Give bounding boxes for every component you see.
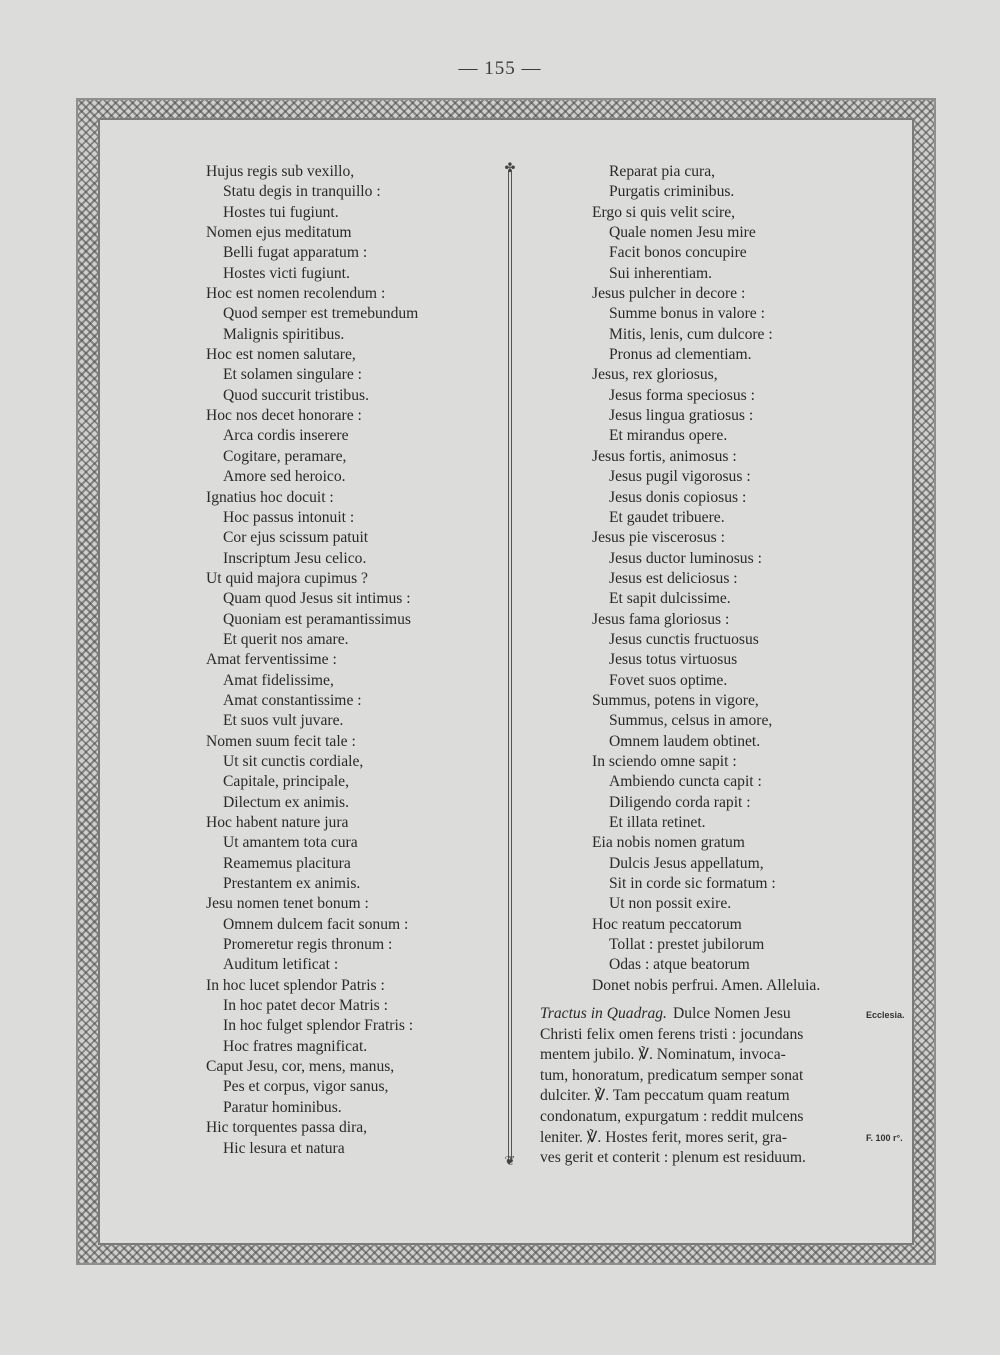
margin-note-ecclesia: Ecclesia. bbox=[866, 1010, 905, 1020]
verse-line: Et gaudet tribuere. bbox=[609, 508, 725, 526]
tract-line: mentem jubilo. ℣. Nominatum, invoca- bbox=[540, 1046, 786, 1064]
verse-line: Statu degis in tranquillo : bbox=[223, 183, 381, 201]
verse-line: Ut quid majora cupimus ? bbox=[206, 569, 368, 587]
verse-line: Hoc reatum peccatorum bbox=[592, 915, 742, 933]
verse-line: Amat constantissime : bbox=[223, 691, 362, 709]
verse-line: Promeretur regis thronum : bbox=[223, 936, 393, 954]
verse-line: Et solamen singulare : bbox=[223, 366, 363, 384]
verse-line: Jesus lingua gratiosus : bbox=[609, 407, 754, 425]
verse-line: Paratur hominibus. bbox=[223, 1098, 342, 1116]
verse-line: Quale nomen Jesu mire bbox=[609, 224, 756, 242]
verse-line: Quod succurit tristibus. bbox=[223, 386, 369, 404]
verse-line: Jesus fortis, animosus : bbox=[592, 447, 737, 465]
verse-line: Diligendo corda rapit : bbox=[609, 793, 751, 811]
verse-line: Jesu nomen tenet bonum : bbox=[206, 895, 369, 913]
verse-line: Sui inherentiam. bbox=[609, 264, 713, 282]
verse-line: Jesus pie viscerosus : bbox=[592, 529, 725, 547]
verse-line: Ut amantem tota cura bbox=[223, 834, 358, 852]
column-divider bbox=[508, 170, 512, 1162]
verse-line: Malignis spiritibus. bbox=[223, 325, 345, 343]
tract-line: tum, honoratum, predicatum semper sonat bbox=[540, 1066, 804, 1084]
verse-line: Jesus est deliciosus : bbox=[609, 569, 738, 587]
tract-line: ves gerit et conterit : plenum est residuum. bbox=[540, 1149, 806, 1167]
verse-line: Hoc habent nature jura bbox=[206, 814, 349, 831]
page-number: — 155 — bbox=[458, 58, 542, 79]
tract-lines bbox=[540, 1025, 862, 1169]
verse-line: Jesus pulcher in decore : bbox=[592, 285, 746, 303]
verse-line: Hostes victi fugiunt. bbox=[223, 264, 350, 282]
verse-line: Prestantem ex animis. bbox=[223, 875, 361, 893]
right-column bbox=[592, 162, 852, 996]
verse-line: Hic torquentes passa dira, bbox=[206, 1119, 368, 1137]
tract-line: Christi felix omen ferens tristi : jocundans bbox=[540, 1025, 804, 1043]
tract-line: condonatum, expurgatum : reddit mulcens bbox=[540, 1107, 804, 1125]
verse-line: Omnem laudem obtinet. bbox=[609, 732, 761, 750]
verse-line: Mitis, lenis, cum dulcore : bbox=[609, 325, 773, 343]
verse-line: Amore sed heroico. bbox=[223, 468, 346, 486]
verse-line: Summus, celsus in amore, bbox=[609, 712, 773, 730]
verse-line: Omnem dulcem facit sonum : bbox=[223, 915, 409, 933]
divider-bottom-ornament: ❦ bbox=[504, 1153, 516, 1168]
verse-line: Hoc passus intonuit : bbox=[223, 508, 355, 526]
verse-line: Donet nobis perfrui. Amen. Alleluia. bbox=[592, 976, 821, 994]
verse-line: Belli fugat apparatum : bbox=[223, 244, 368, 262]
verse-line: Hoc nos decet honorare : bbox=[206, 407, 362, 425]
tract-line: dulciter. ℣. Tam peccatum quam reatum bbox=[540, 1087, 790, 1105]
verse-line: Arca cordis inserere bbox=[223, 427, 349, 445]
verse-line: In hoc fulget splendor Fratris : bbox=[223, 1017, 414, 1035]
verse-line: Inscriptum Jesu celico. bbox=[223, 549, 367, 567]
verse-line: Hoc est nomen salutare, bbox=[206, 346, 356, 364]
verse-line: In hoc patet decor Matris : bbox=[223, 997, 388, 1015]
verse-line: Ut sit cunctis cordiale, bbox=[223, 752, 364, 770]
verse-line: Amat fidelissime, bbox=[223, 671, 334, 689]
verse-line: Jesus ductor luminosus : bbox=[609, 549, 762, 567]
verse-line: Caput Jesu, cor, mens, manus, bbox=[206, 1058, 395, 1076]
verse-line: Eia nobis nomen gratum bbox=[592, 834, 745, 852]
verse-line: Purgatis criminibus. bbox=[609, 183, 735, 201]
verse-line: Hoc fratres magnificat. bbox=[223, 1037, 368, 1055]
verse-line: Dilectum ex animis. bbox=[223, 793, 350, 811]
verse-line: Nomen suum fecit tale : bbox=[206, 732, 356, 750]
verse-line: Reamemus placitura bbox=[223, 854, 351, 872]
verse-line: Ambiendo cuncta capit : bbox=[609, 773, 762, 791]
verse-line: Capitale, principale, bbox=[223, 773, 349, 791]
verse-line: Amat ferventissime : bbox=[206, 651, 337, 669]
verse-line: Jesus totus virtuosus bbox=[609, 651, 738, 669]
verse-line: Pes et corpus, vigor sanus, bbox=[223, 1078, 389, 1096]
margin-note-folio: F. 100 r°. bbox=[866, 1133, 903, 1143]
verse-line: Summe bonus in valore : bbox=[609, 305, 765, 323]
verse-line: Hujus regis sub vexillo, bbox=[206, 163, 355, 180]
left-column bbox=[206, 162, 496, 1159]
verse-line: Quod semper est tremebundum bbox=[223, 305, 419, 323]
verse-line: Quoniam est peramantissimus bbox=[223, 610, 411, 628]
verse-line: In hoc lucet splendor Patris : bbox=[206, 976, 385, 994]
verse-line: In sciendo omne sapit : bbox=[592, 752, 737, 770]
verse-line: Cor ejus scissum patuit bbox=[223, 529, 369, 547]
verse-line: Odas : atque beatorum bbox=[609, 956, 750, 974]
verse-line: Reparat pia cura, bbox=[609, 163, 716, 180]
verse-line: Fovet suos optime. bbox=[609, 671, 728, 689]
verse-line: Quam quod Jesus sit intimus : bbox=[223, 590, 411, 608]
verse-line: Jesus fama gloriosus : bbox=[592, 610, 730, 628]
verse-line: Et querit nos amare. bbox=[223, 630, 349, 648]
verse-line: Jesus donis copiosus : bbox=[609, 488, 747, 506]
verse-line: Dulcis Jesus appellatum, bbox=[609, 854, 764, 872]
verse-line: Auditum letificat : bbox=[223, 956, 339, 974]
verse-line: Ergo si quis velit scire, bbox=[592, 203, 736, 221]
verse-line: Hostes tui fugiunt. bbox=[223, 203, 339, 221]
tract-line: leniter. ℣. Hostes ferit, mores serit, gra- bbox=[540, 1128, 788, 1146]
verse-line: Jesus, rex gloriosus, bbox=[592, 366, 718, 384]
verse-line: Et sapit dulcissime. bbox=[609, 590, 731, 608]
tract-first-line bbox=[540, 1004, 862, 1025]
verse-line: Nomen ejus meditatum bbox=[206, 224, 352, 242]
verse-line: Cogitare, peramare, bbox=[223, 447, 347, 465]
verse-line: Hoc est nomen recolendum : bbox=[206, 285, 386, 303]
verse-line: Hic lesura et natura bbox=[223, 1139, 345, 1157]
tract-first-line-text: Dulce Nomen Jesu bbox=[672, 1005, 791, 1022]
verse-line: Jesus pugil vigorosus : bbox=[609, 468, 751, 486]
divider-top-ornament: ✤ bbox=[504, 160, 516, 175]
verse-line: Sit in corde sic formatum : bbox=[609, 875, 776, 893]
verse-line: Tollat : prestet jubilorum bbox=[609, 936, 765, 954]
verse-line: Jesus cunctis fructuosus bbox=[609, 630, 759, 648]
verse-line: Et illata retinet. bbox=[609, 814, 706, 831]
verse-line: Ignatius hoc docuit : bbox=[206, 488, 334, 506]
verse-line: Facit bonos concupire bbox=[609, 244, 747, 262]
verse-line: Jesus forma speciosus : bbox=[609, 386, 755, 404]
verse-line: Summus, potens in vigore, bbox=[592, 691, 759, 709]
verse-line: Pronus ad clementiam. bbox=[609, 346, 752, 364]
tract-paragraph bbox=[540, 1004, 862, 1169]
verse-line: Et mirandus opere. bbox=[609, 427, 728, 445]
tract-heading: Tractus in Quadrag. bbox=[540, 1005, 667, 1022]
verse-line: Et suos vult juvare. bbox=[223, 712, 344, 730]
verse-line: Ut non possit exire. bbox=[609, 895, 732, 913]
